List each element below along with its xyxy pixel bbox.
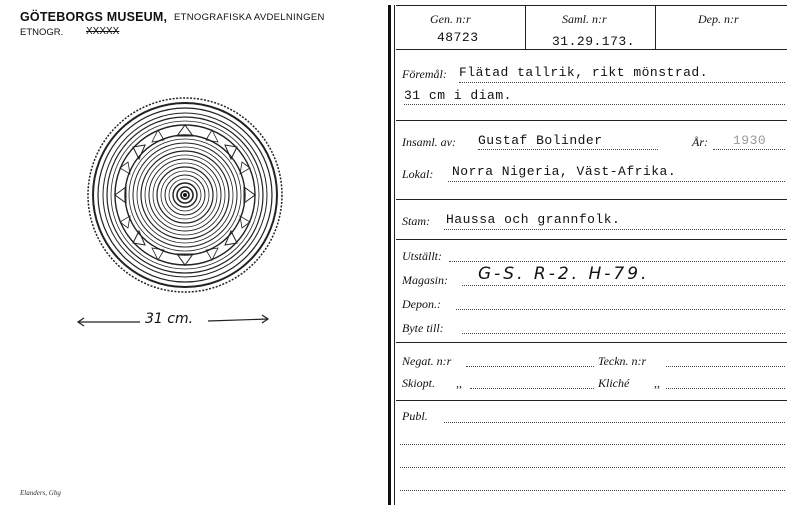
publ-label: Publ.: [402, 409, 428, 423]
insaml-value: Gustaf Bolinder: [478, 133, 603, 148]
depon-dots: [456, 309, 785, 310]
insaml-dots: [478, 149, 658, 150]
magasin-value: G-S. R-2. H-79.: [478, 264, 650, 284]
cliche-label: Kliché: [598, 376, 630, 390]
rule-after-cliche: [396, 400, 787, 401]
ar-label: År:: [692, 135, 708, 149]
gen-value: 48723: [437, 30, 479, 45]
cliche-ditto: ,,: [654, 376, 660, 390]
stam-label: Stam:: [402, 214, 430, 228]
skiopt-ditto: ,,: [456, 376, 462, 390]
skiopt-label: Skiopt.: [402, 376, 435, 390]
printer-credit: Elanders, Gbg: [20, 489, 61, 497]
col-separator-1: [525, 5, 526, 49]
foremal-label: Föremål:: [402, 67, 447, 81]
foremal-dots-2: [404, 104, 785, 105]
rule-after-numbers: [396, 49, 787, 50]
top-rule: [396, 5, 787, 6]
ar-value: 1930: [733, 133, 767, 148]
utstallt-label: Utställt:: [402, 249, 443, 263]
rule-after-foremal: [396, 120, 787, 121]
rule-after-byte: [396, 342, 787, 343]
struck-text: XXXXX: [86, 26, 120, 37]
publ-dots-2: [400, 444, 785, 445]
publ-dots-3: [400, 467, 785, 468]
stam-dots: [444, 229, 785, 230]
saml-label: Saml. n:r: [562, 12, 607, 26]
scale-label: 31 cm.: [145, 311, 194, 327]
teckn-label: Teckn. n:r: [598, 354, 647, 368]
foremal-value-2: 31 cm i diam.: [404, 88, 512, 103]
byte-label: Byte till:: [402, 321, 444, 335]
rule-after-stam: [396, 239, 787, 240]
saml-value: 31.29.173.: [552, 34, 636, 49]
dep-label: Dep. n:r: [698, 12, 739, 26]
magasin-label: Magasin:: [402, 273, 448, 287]
lokal-value: Norra Nigeria, Väst-Afrika.: [452, 164, 677, 179]
rule-after-lokal: [396, 199, 787, 200]
negat-label: Negat. n:r: [402, 354, 452, 368]
col-separator-2: [655, 5, 656, 49]
byte-dots: [462, 333, 785, 334]
plate-drawing: [80, 90, 290, 300]
skiopt-dots: [470, 388, 594, 389]
etnogr-label: ETNOGR.: [20, 27, 64, 38]
publ-dots-4: [400, 490, 785, 491]
depon-label: Depon.:: [402, 297, 441, 311]
teckn-dots: [666, 366, 785, 367]
card-border-thin: [394, 5, 395, 505]
foremal-value: Flätad tallrik, rikt mönstrad.: [459, 65, 709, 80]
gen-label: Gen. n:r: [430, 12, 471, 26]
magasin-dots: [462, 285, 785, 286]
department-name: ETNOGRAFISKA AVDELNINGEN: [174, 12, 325, 23]
insaml-label: Insaml. av:: [402, 135, 456, 149]
foremal-dots: [459, 82, 785, 83]
cliche-dots: [666, 388, 785, 389]
card-border-thick: [388, 5, 391, 505]
ar-dots: [713, 149, 785, 150]
negat-dots: [466, 366, 594, 367]
stam-value: Haussa och grannfolk.: [446, 212, 621, 227]
lokal-label: Lokal:: [402, 167, 434, 181]
lokal-dots: [448, 181, 785, 182]
publ-dots-1: [444, 422, 785, 423]
museum-name: GÖTEBORGS MUSEUM,: [20, 10, 168, 24]
utstallt-dots: [449, 261, 785, 262]
